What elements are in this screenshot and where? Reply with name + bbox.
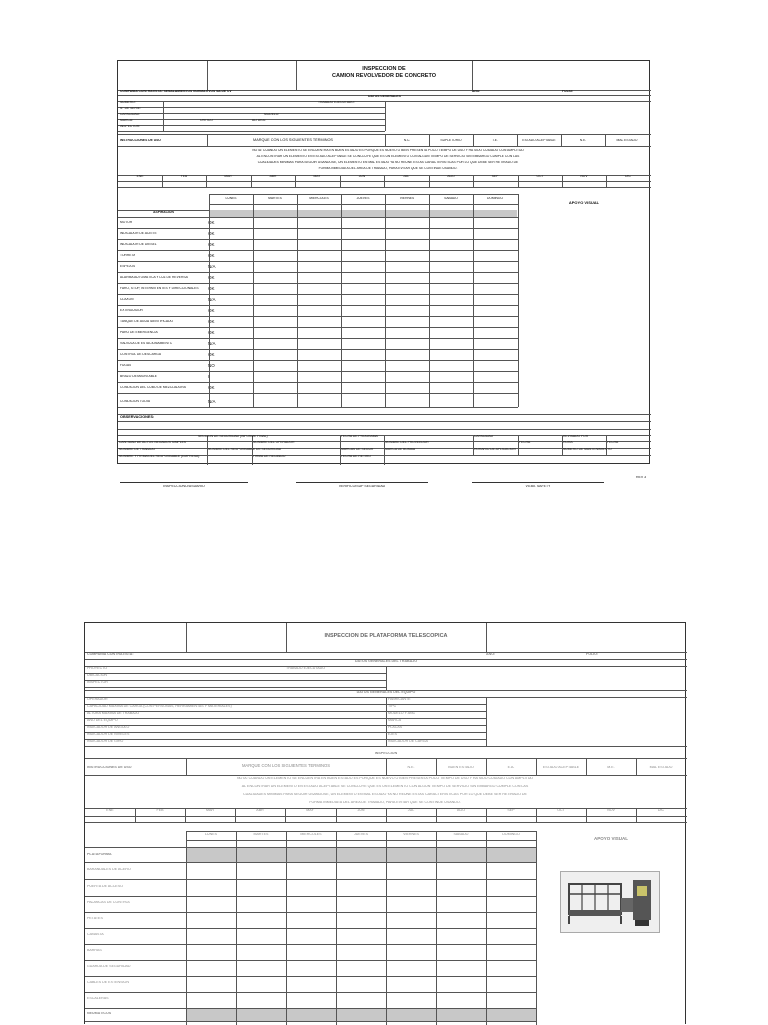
bottom-field: HORARIO DE APLICACIÓN	[474, 448, 516, 451]
item-label: CONTROL DE DESCARGA	[120, 353, 161, 356]
month-feb: FEB	[180, 175, 188, 178]
form2-section-plataforma: PLATAFORMA	[87, 853, 112, 856]
equipo-field: PLACAS	[388, 726, 403, 729]
bottom-field: MARCA DE BOMBA	[385, 448, 416, 451]
signature-label-seguridad: VERIFICÓ/SUP SEGURIDAD	[338, 485, 386, 488]
form2-inspection-header: INSPECCIÓN	[374, 752, 398, 755]
observaciones-label: OBSERVACIONES:	[120, 415, 155, 419]
form2-ubicacion-label: UBICACIÓN	[87, 674, 107, 677]
item-mark: N/A	[208, 298, 216, 302]
month-jul: JUL	[403, 175, 409, 178]
form2-marque-text: MARQUE CON LOS SIGUIENTES TÉRMINOS	[241, 764, 331, 768]
form2-month-mar: MAR	[206, 809, 214, 812]
form2-item-label: BARRAS	[87, 949, 102, 952]
item-label: ALARMA AUTOMÁTICA Y LUZ DE REVERSA	[120, 276, 188, 279]
bottom-field: NOMBRE DEL RESPONSABLE DE SEGURIDAD	[208, 448, 282, 451]
form2-item-label: GUARDA DE SEGURIDAD	[87, 965, 131, 968]
form2-code-desc: BUEN ESTADO	[448, 766, 474, 769]
item-label: CONDICIÓN TOLVA	[120, 400, 150, 403]
bottom-field: NOMBRE DE TRABAJO	[119, 448, 156, 451]
form2-section-neumaticos: NEUMÁTICOS	[87, 1012, 112, 1015]
form2-item-label: ESCALERAS	[87, 997, 109, 1000]
form2-day-viernes: VIERNES	[403, 833, 419, 836]
equipo-field: TIPO	[388, 705, 397, 708]
equipo-field: EJES	[388, 733, 397, 736]
note-line-3: CUALIDADES MÍNIMAS PARA SEGUIR USÁNDOSE, UN ELEMENTO EN MAL ESTADO YA NO REÚNE ESTAS CARACTERÍSTICAS POR LO QUE DEBE SER RETIRADO DE	[257, 161, 519, 164]
bottom-field: REVISADO POR	[563, 435, 589, 438]
item-mark: OK	[208, 254, 215, 258]
bottom-field: FECHA DE PROGRAMA	[341, 435, 378, 438]
form2-month-may: MAY	[306, 809, 314, 812]
bottom-field: CAPACIDAD	[474, 435, 493, 438]
signature-line	[472, 482, 604, 483]
form2-code-desc: ESTADO ACEPTABLE	[542, 766, 580, 769]
modelo-label: MODELO:	[264, 113, 280, 116]
company-label: COMPAÑÍA CONTRATISTA: SEÑALAMIENTOS NORMATIVOS SA DE CV	[120, 90, 232, 93]
day-viernes: VIERNES	[399, 197, 415, 200]
marca-label: MARCA:	[120, 119, 133, 122]
form2-year-label: AÑO:	[486, 653, 496, 656]
month-ene: ENE	[136, 175, 144, 178]
day-martes: MARTES	[268, 197, 282, 200]
equipo-field: AÑO DEL EQUIPO	[87, 719, 118, 722]
code-1: N.C.	[403, 139, 411, 142]
form2-month-abr: ABR	[256, 809, 264, 812]
item-label: INDICADOR DE DIESEL	[120, 243, 157, 246]
item-mark: OK	[208, 320, 215, 324]
form2-title: INSPECCIÓN DE PLATAFORMA TELESCÓPICA	[324, 633, 448, 639]
month-jun: JUN	[358, 175, 366, 178]
code-2-desc: ESTADO ACEPTABLE	[522, 139, 556, 142]
form2-day-jueves: JUEVES	[354, 833, 368, 836]
trabajo-label: TRABAJO EJECUTADO:	[318, 101, 355, 104]
year-label: AÑO:	[472, 90, 481, 93]
form2-month-jul: JUL	[407, 809, 415, 812]
item-label: FUGAS	[120, 364, 132, 367]
code-1-desc: SUPLETORIO	[440, 139, 462, 142]
day-miercoles: MIÉRCOLES	[309, 197, 329, 200]
item-label: ESPEJOS	[120, 265, 136, 268]
day-jueves: JUEVES	[356, 197, 370, 200]
month-dic: DIC	[625, 175, 631, 178]
day-domingo: DOMINGO	[486, 197, 504, 200]
item-mark: N/A	[208, 400, 216, 404]
form2-month-ago: AGO	[457, 809, 465, 812]
month-oct: OCT	[536, 175, 544, 178]
inspector-label: INSPECTOR:	[120, 125, 141, 128]
bottom-field: FIRMA DE RECIBIDO	[253, 455, 286, 458]
signature-line	[120, 482, 248, 483]
month-may: MAY	[313, 175, 321, 178]
form2-code: M.E.	[607, 766, 615, 769]
equipo-field: INDICADOR DE NIVELES	[87, 733, 130, 736]
item-mark: OK	[208, 243, 215, 247]
item-mark: N/A	[208, 265, 216, 269]
bottom-field: MARCAS DE SEGUR	[341, 448, 374, 451]
item-label: MOTOR	[120, 221, 133, 224]
section-label: ASPIRACIÓN	[153, 211, 174, 214]
altura-label: ALTURA:	[252, 119, 266, 122]
equipo-field: MODELO Y AÑO	[388, 712, 416, 715]
general-data-header: DATOS GENERALES	[368, 95, 401, 98]
signature-label-usuario: INSPECCIONÓ/USUARIO	[163, 485, 205, 488]
form2-month-nov: NOV	[607, 809, 615, 812]
form2-day-lunes: LUNES	[205, 833, 217, 836]
form2-code: E.A.	[507, 766, 515, 769]
item-mark: OK	[208, 309, 215, 313]
form2-month-dic: DIC	[657, 809, 665, 812]
item-label: TANQUE DE AGUA IDENTIFICADO	[120, 320, 174, 323]
item-label: INDICADOR DE ACEITE	[120, 232, 157, 235]
note-line-1: NOTA: CUANDO UN ELEMENTO SE ENCUENTRA EN BUEN ESTADO ES PORQUE ES NUEVO O BIEN PRESENTA POCO TIEMPO DE USO Y HA SIDO CUIDADO CON AMPLITUD	[252, 149, 524, 152]
form2-item-label: BARANDALES DE ACERO	[87, 868, 131, 871]
bottom-field: HORA	[563, 441, 573, 444]
item-label: FARO, STOP, INTERMITENTES Y DIRECCIONALES	[120, 287, 199, 290]
month-sep: SEP	[491, 175, 499, 178]
bottom-field: FECHA	[519, 441, 531, 444]
equipo-field: INDICADOR DE CARGA	[388, 740, 428, 743]
form2-day-sabado: SÁBADO	[453, 833, 469, 836]
apoyo-visual-label: APOYO VISUAL	[568, 201, 600, 205]
form2-month-sep: SEP	[507, 809, 515, 812]
day-sabado: SÁBADO	[444, 197, 458, 200]
form2-item-label: PUERTA DE ACCESO	[87, 885, 124, 888]
folio-label: FOLIO:	[562, 90, 574, 93]
header-divider	[207, 61, 208, 90]
revision-label: REV 3	[636, 476, 647, 479]
item-mark: OK	[208, 331, 215, 335]
form-title-line1: INSPECCIÓN DE	[362, 66, 406, 72]
numero-label: NÚMERO:	[120, 101, 136, 104]
month-mar: MAR	[224, 175, 232, 178]
item-mark: OK	[208, 232, 215, 236]
form2-note-line-3: CUALIDADES MÍNIMAS PARA SEGUIR USÁNDOSE, UN ELEMENTO EN MAL ESTADO YA NO REÚNE ESTAS CARACTERÍSTICAS POR LO QUE DEBE SER RETIRADO DE	[243, 793, 527, 796]
form2-note-line-1: NOTA: CUANDO UN ELEMENTO SE ENCUENTRA EN BUEN ESTADO ES PORQUE ES NUEVO O BIEN PRESENTA POCO TIEMPO DE USO Y HA SIDO CUIDADO CON AMPLITUD	[236, 777, 534, 780]
form2-day-martes: MARTES	[253, 833, 269, 836]
bottom-field: FECHA DE RETIRO	[341, 455, 371, 458]
form2-month-feb: FEB	[156, 809, 164, 812]
item-label: VÁLVULA DE ESTACIONAMIENTO	[120, 342, 173, 345]
form2-work-data-header: DATOS GENERALES DEL TRABAJO	[354, 660, 418, 663]
form2-item-label: CANASTA	[87, 933, 104, 936]
bottom-field: SECCIÓN DE SEGURIDAD (INFORME FINAL)	[198, 435, 268, 438]
equipo-field: OPERADOR	[87, 698, 108, 701]
month-abr: ABR	[269, 175, 277, 178]
month-nov: NOV	[580, 175, 588, 178]
signature-label-safety: Vo.Bo. SAFETY	[525, 485, 551, 488]
form-title-line2: CAMIÓN REVOLVEDOR DE CONCRETO	[332, 73, 436, 79]
form2-code-desc: MAL ESTADO	[649, 766, 673, 769]
code-3-desc: MAL ESTADO	[616, 139, 638, 142]
day-lunes: LUNES	[225, 197, 237, 200]
serie-label: N° DE SERIE:	[120, 107, 141, 110]
signature-line	[296, 482, 428, 483]
item-label: CLAXON	[120, 298, 134, 301]
bottom-field: CANTIDAD DE ACTOS NEGADOS SIMPLES	[119, 441, 186, 444]
bottom-field: FECHA	[607, 441, 619, 444]
marque-text: MARQUE CON LOS SIGUIENTES TÉRMINOS	[253, 138, 333, 142]
bottom-field: NOMBRE Y FIRMA DEL RESPONSABLE (EMPRESA)	[119, 455, 200, 458]
equipo-field: ALTURA MÁXIMA DE TRABAJO	[87, 712, 140, 715]
form2-folio-label: FOLIO:	[586, 653, 599, 656]
note-line-4: FORMA INMEDIATA DEL ÁREA DE TRABAJO, PARA EVITAR QUE SE CONTINÚE USANDO.	[318, 167, 458, 170]
capacidad-label: CAPACIDAD:	[120, 113, 140, 116]
month-ago: AGO	[447, 175, 455, 178]
item-label: EXTINGUIDOR	[120, 309, 143, 312]
form2-proyecto-label: PROYECTO	[87, 667, 108, 670]
platform-basket-drawing	[561, 872, 659, 932]
form2-company-label: COMPAÑÍA CONTRATISTA:	[87, 653, 134, 656]
equipo-field: MARCA	[388, 719, 401, 722]
item-mark: OK	[208, 221, 215, 225]
form2-month-jun: JUN	[357, 809, 365, 812]
telescopic-platform-inspection-form	[84, 622, 686, 1024]
item-mark: I	[208, 375, 210, 379]
form2-month-ene: ENE	[106, 809, 114, 812]
equipo-field: INDICADOR DE ÁNGULO	[87, 726, 130, 729]
form2-month-oct: OCT	[557, 809, 565, 812]
form2-day-miercoles: MIÉRCOLES	[300, 833, 322, 836]
form2-note-line-2: AL ENCONTRAR UN ELEMENTO EN ESTADO ACEPTABLE SE CONCLUYE QUE ES UN ELEMENTO CON ALGÚN TIEMPO DE SERVICIO SIN EMBARGO CUMPLE CON LAS	[241, 785, 529, 788]
bottom-field: NÚMERO DE MANTENIMIENTO	[563, 448, 612, 451]
item-mark: OK	[208, 287, 215, 291]
instructions-label: INSTRUCCIONES DE USO	[120, 139, 161, 142]
note-line-2: AL ENCONTRAR UN ELEMENTO EN ESTADO ACEPTABLE SE CONCLUYE QUE ES UN ELEMENTO CON ALGÚN TIEMPO DE SERVICIO SIN EMBARGO CUMPLE CON LAS	[256, 155, 520, 158]
form2-item-label: PETATES	[87, 917, 103, 920]
equipo-field: FABRICANTE	[388, 698, 411, 701]
form2-code: N.E.	[407, 766, 415, 769]
equipo-field: CAPACIDAD MÁXIMA DE CARGA (CON PERSONAS, HERRAMIENTAS Y MATERIALES)	[87, 705, 232, 708]
concrete-mixer-inspection-form	[117, 60, 650, 464]
item-label: PARO DE EMERGENCIA	[120, 331, 158, 334]
item-label: TORRETA	[120, 254, 136, 257]
item-mark: OK	[208, 353, 215, 357]
item-mark: NO	[208, 364, 215, 368]
item-label: BRAZO DESMONTABLE	[120, 375, 157, 378]
code-3: N.E.	[579, 139, 587, 142]
header-divider	[472, 61, 473, 90]
form2-item-label: CABLES DE EXTENSIÓN	[87, 981, 129, 984]
form2-item-label: PALANCAS DE CONTROL	[87, 901, 131, 904]
marca-value: ORTICO	[200, 119, 213, 122]
equipo-field: INDICADOR DE GIRO	[87, 740, 124, 743]
form2-note-line-4: FORMA INMEDIATA DEL ÁREA DE TRABAJO, PARA EVITAR QUE SE CONTINÚE USANDO.	[309, 801, 461, 804]
item-label: CONDICIÓN DEL CUBO DE MEZCLADORA	[120, 386, 186, 389]
form2-inspector-label: INSPECTOR	[87, 681, 108, 684]
form2-trabajo-label: TRABAJO EJECUTADO	[286, 667, 326, 670]
form2-equipment-data-header: DATOS GENERALES DEL EQUIPO	[356, 691, 416, 694]
form2-instructions-label: INSTRUCCIONES DE USO	[87, 766, 132, 769]
platform-basket-photo	[560, 871, 660, 933]
item-mark: OK	[208, 386, 215, 390]
item-mark: OK	[208, 276, 215, 280]
form2-apoyo-visual-label: APOYO VISUAL	[593, 837, 628, 841]
item-mark: N/A	[208, 342, 216, 346]
form2-day-domingo: DOMINGO	[502, 833, 520, 836]
bottom-field: NOMBRE DEL PROVEEDOR	[385, 441, 429, 444]
code-2: T.E.	[492, 139, 498, 142]
bottom-field: NOMBRE DEL OPERADOR	[253, 441, 295, 444]
